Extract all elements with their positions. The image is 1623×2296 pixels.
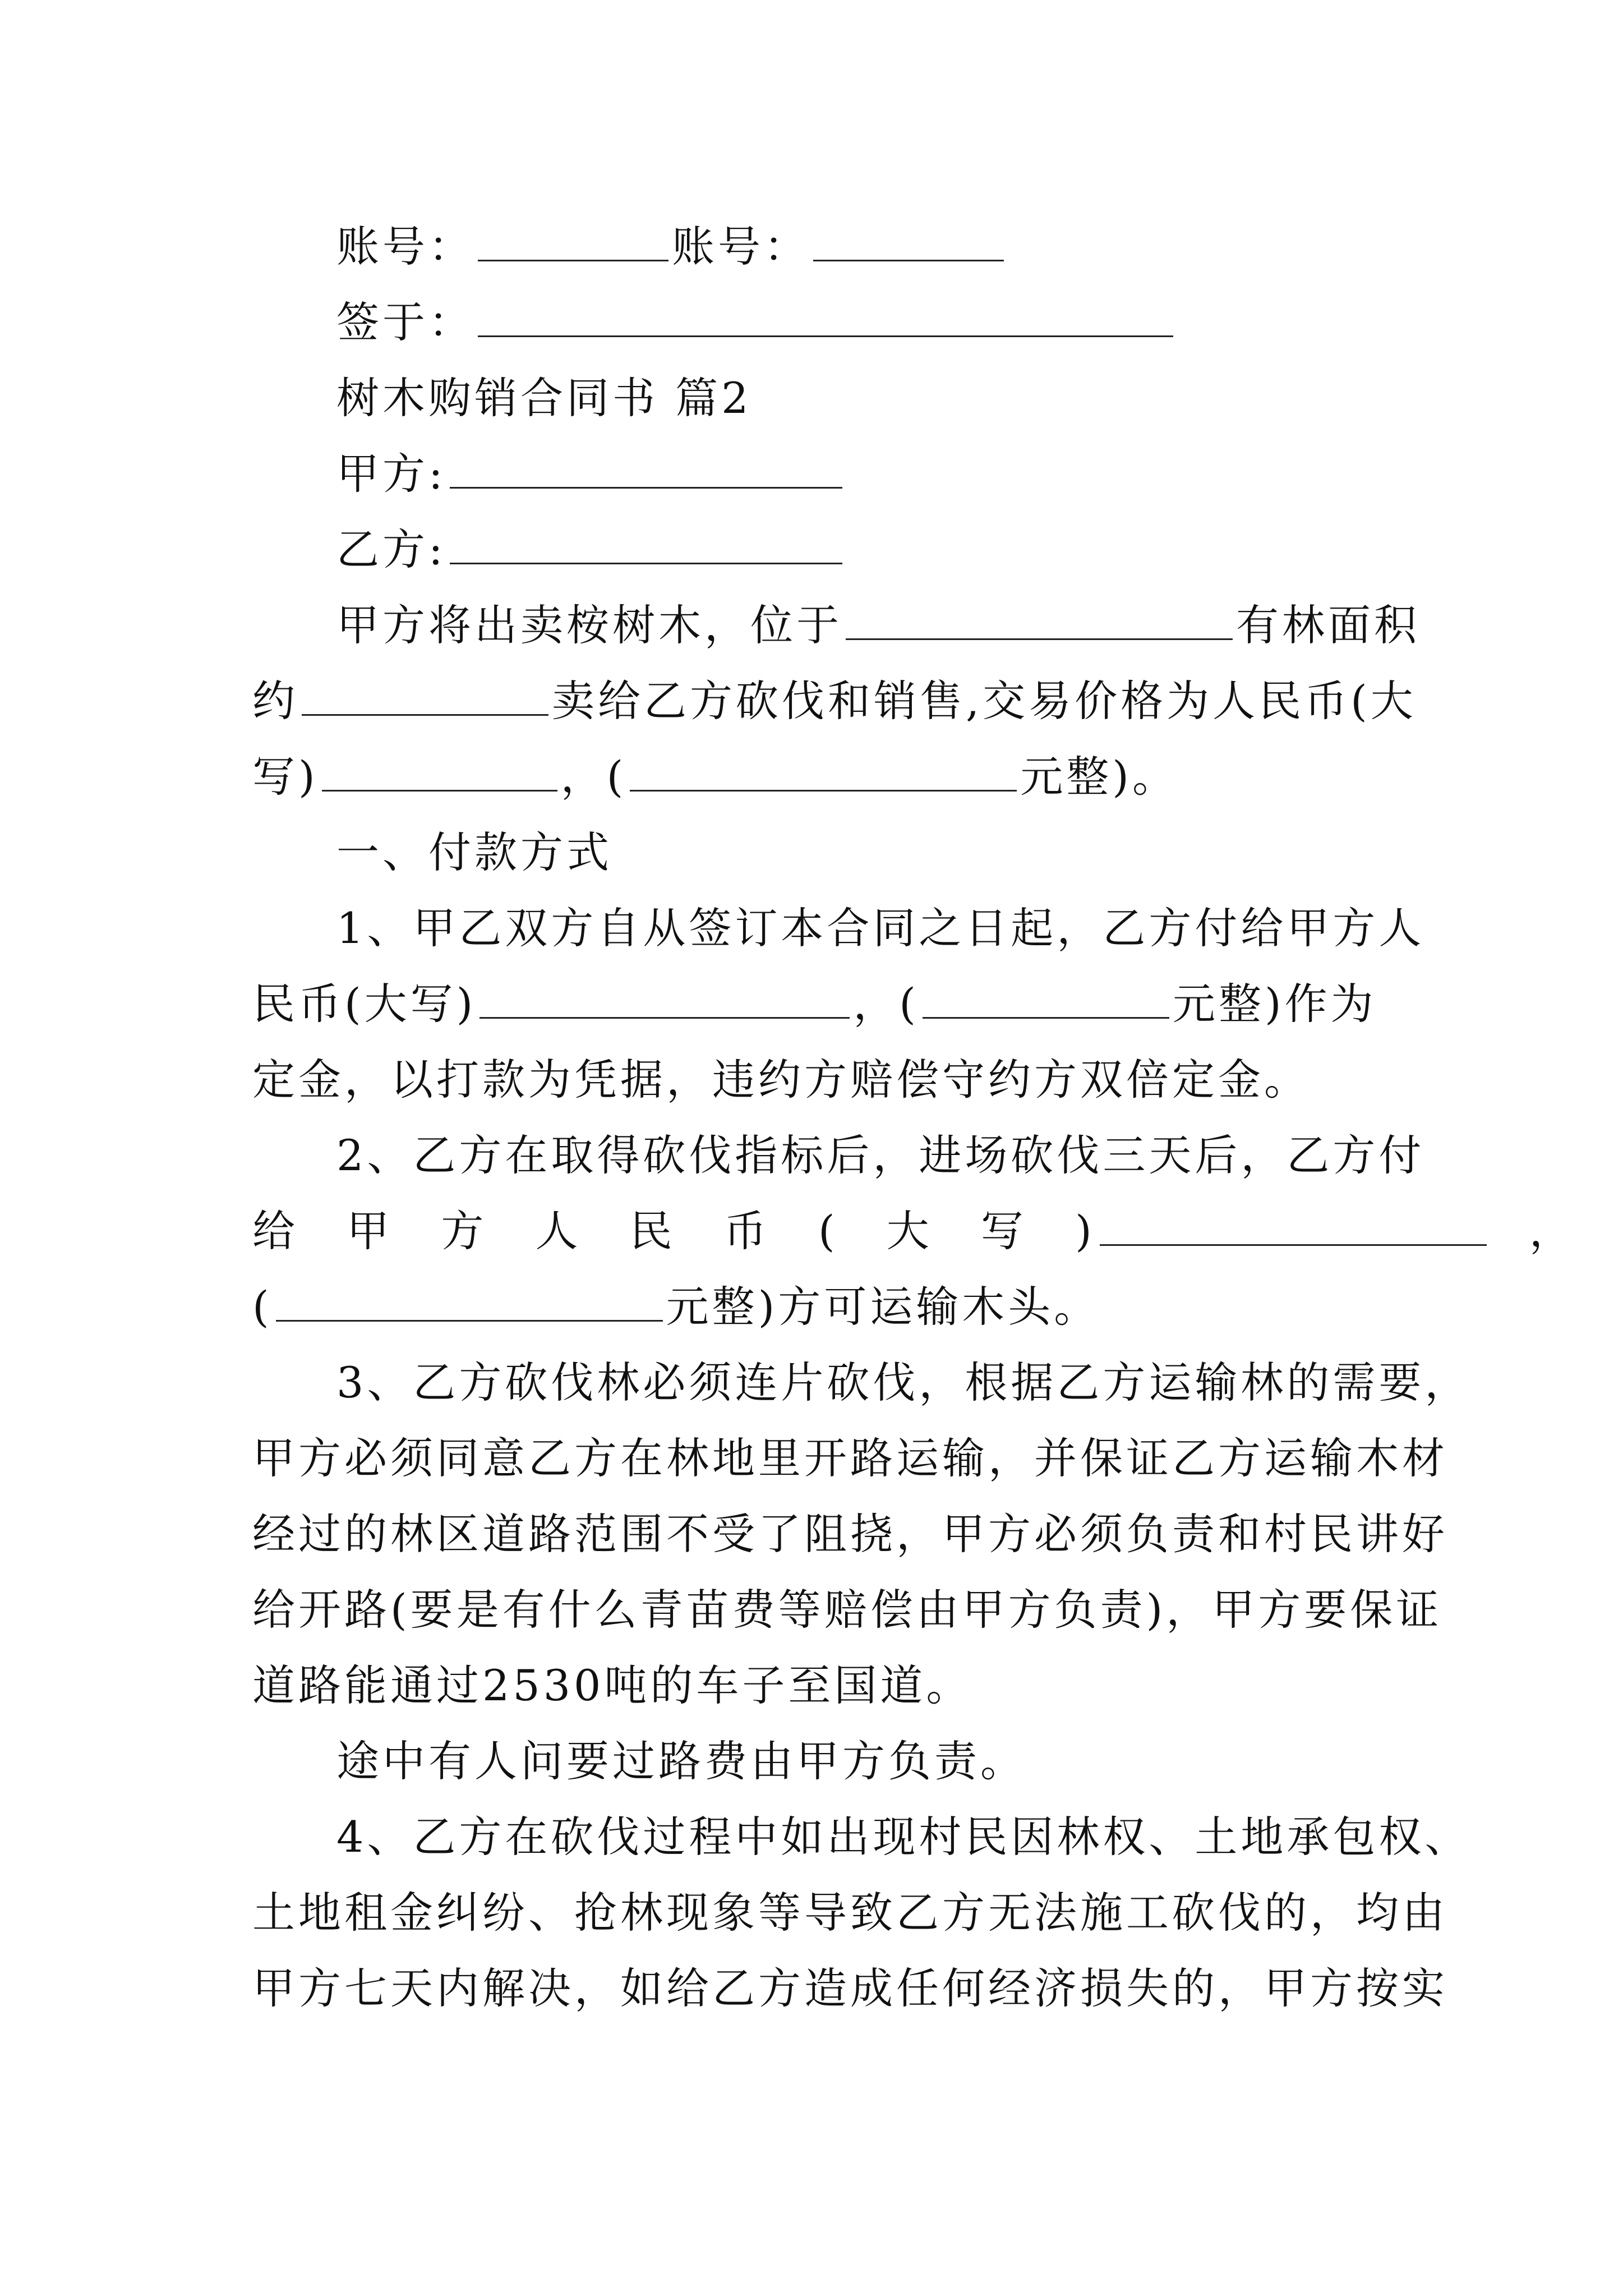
party-b-label: 乙方:: [336, 524, 446, 574]
text-segment: 甲方必须同意乙方在林地里开路运输，并保证乙方运输木材: [252, 1433, 1448, 1483]
text-segment: 元整)。: [1020, 752, 1178, 802]
toll-line: [336, 1722, 1408, 1801]
signed-at-line: [336, 283, 1408, 362]
text-segment: 写): [252, 752, 319, 802]
payment-2-number-blank[interactable]: [276, 1282, 663, 1322]
clause-4-line-2: [252, 1874, 1448, 1952]
clause-3-line-1: [336, 1343, 1471, 1422]
text-segment: 给 甲 方 人 民 币 ( 大 写 ): [252, 1206, 1096, 1256]
signed-at-label: 签于：: [336, 297, 474, 347]
sale-paragraph-line-2: [252, 662, 1417, 740]
clause-2-line-3: [252, 1268, 1408, 1346]
location-blank[interactable]: [846, 600, 1233, 640]
text-segment: 约: [252, 676, 298, 726]
price-words-blank[interactable]: [322, 752, 557, 792]
party-a-line: [336, 435, 1408, 513]
party-a-blank[interactable]: [450, 449, 842, 489]
clause-3-line-3: [252, 1495, 1448, 1573]
clause-1-line-2: [252, 965, 1408, 1043]
text-segment: 土地租金纠纷、抢林现象等导致乙方无法施工砍伐的，均由: [252, 1888, 1448, 1938]
text-segment: 甲方七天内解决，如给乙方造成任何经济损失的，甲方按实: [252, 1963, 1448, 2013]
party-b-line: [336, 510, 1408, 589]
text-segment: 1、甲乙双方自从签订本合同之日起，乙方付给甲方人: [336, 903, 1425, 953]
clause-1-line-1: [336, 889, 1425, 968]
account-label-2: 账号：: [672, 222, 810, 272]
text-segment: 元整)方可运输木头。: [666, 1282, 1100, 1332]
text-segment: 2、乙方在取得砍伐指标后，进场砍伐三天后，乙方付: [336, 1130, 1425, 1180]
text-segment: 有林面积: [1236, 600, 1420, 650]
clause-2-line-1: [336, 1116, 1425, 1195]
text-segment: 甲方将出卖桉树木，位于: [336, 600, 842, 650]
account-line: [336, 208, 1408, 286]
area-blank[interactable]: [302, 676, 548, 716]
signed-at-blank[interactable]: [478, 297, 1173, 337]
text-segment: (: [252, 1282, 273, 1332]
clause-4-line-1: [336, 1798, 1471, 1876]
text-segment: 3、乙方砍伐林必须连片砍伐，根据乙方运输林的需要，: [336, 1358, 1471, 1407]
section-title: [336, 359, 1408, 438]
text-segment: ，(: [853, 979, 919, 1029]
text-segment: ，(: [560, 752, 627, 802]
text-segment: ，: [1529, 1206, 1576, 1256]
clause-1-line-3: [252, 1041, 1408, 1119]
account-blank-2[interactable]: [813, 222, 1004, 261]
clause-3-line-5: [252, 1646, 1408, 1725]
party-a-label: 甲方:: [336, 449, 446, 499]
text-segment: 定金，以打款为凭据，违约方赔偿守约方双倍定金。: [252, 1055, 1310, 1105]
account-blank-1[interactable]: [478, 222, 668, 261]
price-number-blank[interactable]: [630, 752, 1017, 792]
deposit-number-blank[interactable]: [923, 979, 1169, 1019]
text-segment: 途中有人问要过路费由甲方负责。: [336, 1736, 1026, 1786]
payment-heading-text: 一、付款方式: [336, 827, 612, 877]
deposit-words-blank[interactable]: [479, 979, 850, 1019]
clause-3-line-4: [252, 1571, 1442, 1649]
account-label-1: 账号：: [336, 222, 474, 272]
payment-2-words-blank[interactable]: [1100, 1206, 1487, 1246]
party-b-blank[interactable]: [450, 524, 842, 564]
sale-paragraph-line-3: [252, 738, 1408, 816]
sale-paragraph-line-1: [336, 586, 1420, 665]
text-segment: 给开路(要是有什么青苗费等赔偿由甲方负责)，甲方要保证: [252, 1585, 1442, 1635]
text-segment: 道路能通过2530吨的车子至国道。: [252, 1660, 972, 1710]
text-segment: 4、乙方在砍伐过程中如出现村民因林权、土地承包权、: [336, 1812, 1471, 1862]
section-title-text: 树木购销合同书 篇2: [336, 373, 752, 423]
text-segment: 民币(大写): [252, 979, 477, 1029]
payment-heading: [336, 813, 1408, 892]
text-segment: 经过的林区道路范围不受了阻挠，甲方必须负责和村民讲好: [252, 1509, 1448, 1559]
clause-3-line-2: [252, 1419, 1448, 1498]
text-segment: 卖给乙方砍伐和销售,交易价格为人民币(大: [552, 676, 1417, 726]
text-segment: 元整)作为: [1172, 979, 1377, 1029]
clause-2-line-2: [252, 1192, 1576, 1271]
clause-4-line-3: [252, 1949, 1448, 2028]
